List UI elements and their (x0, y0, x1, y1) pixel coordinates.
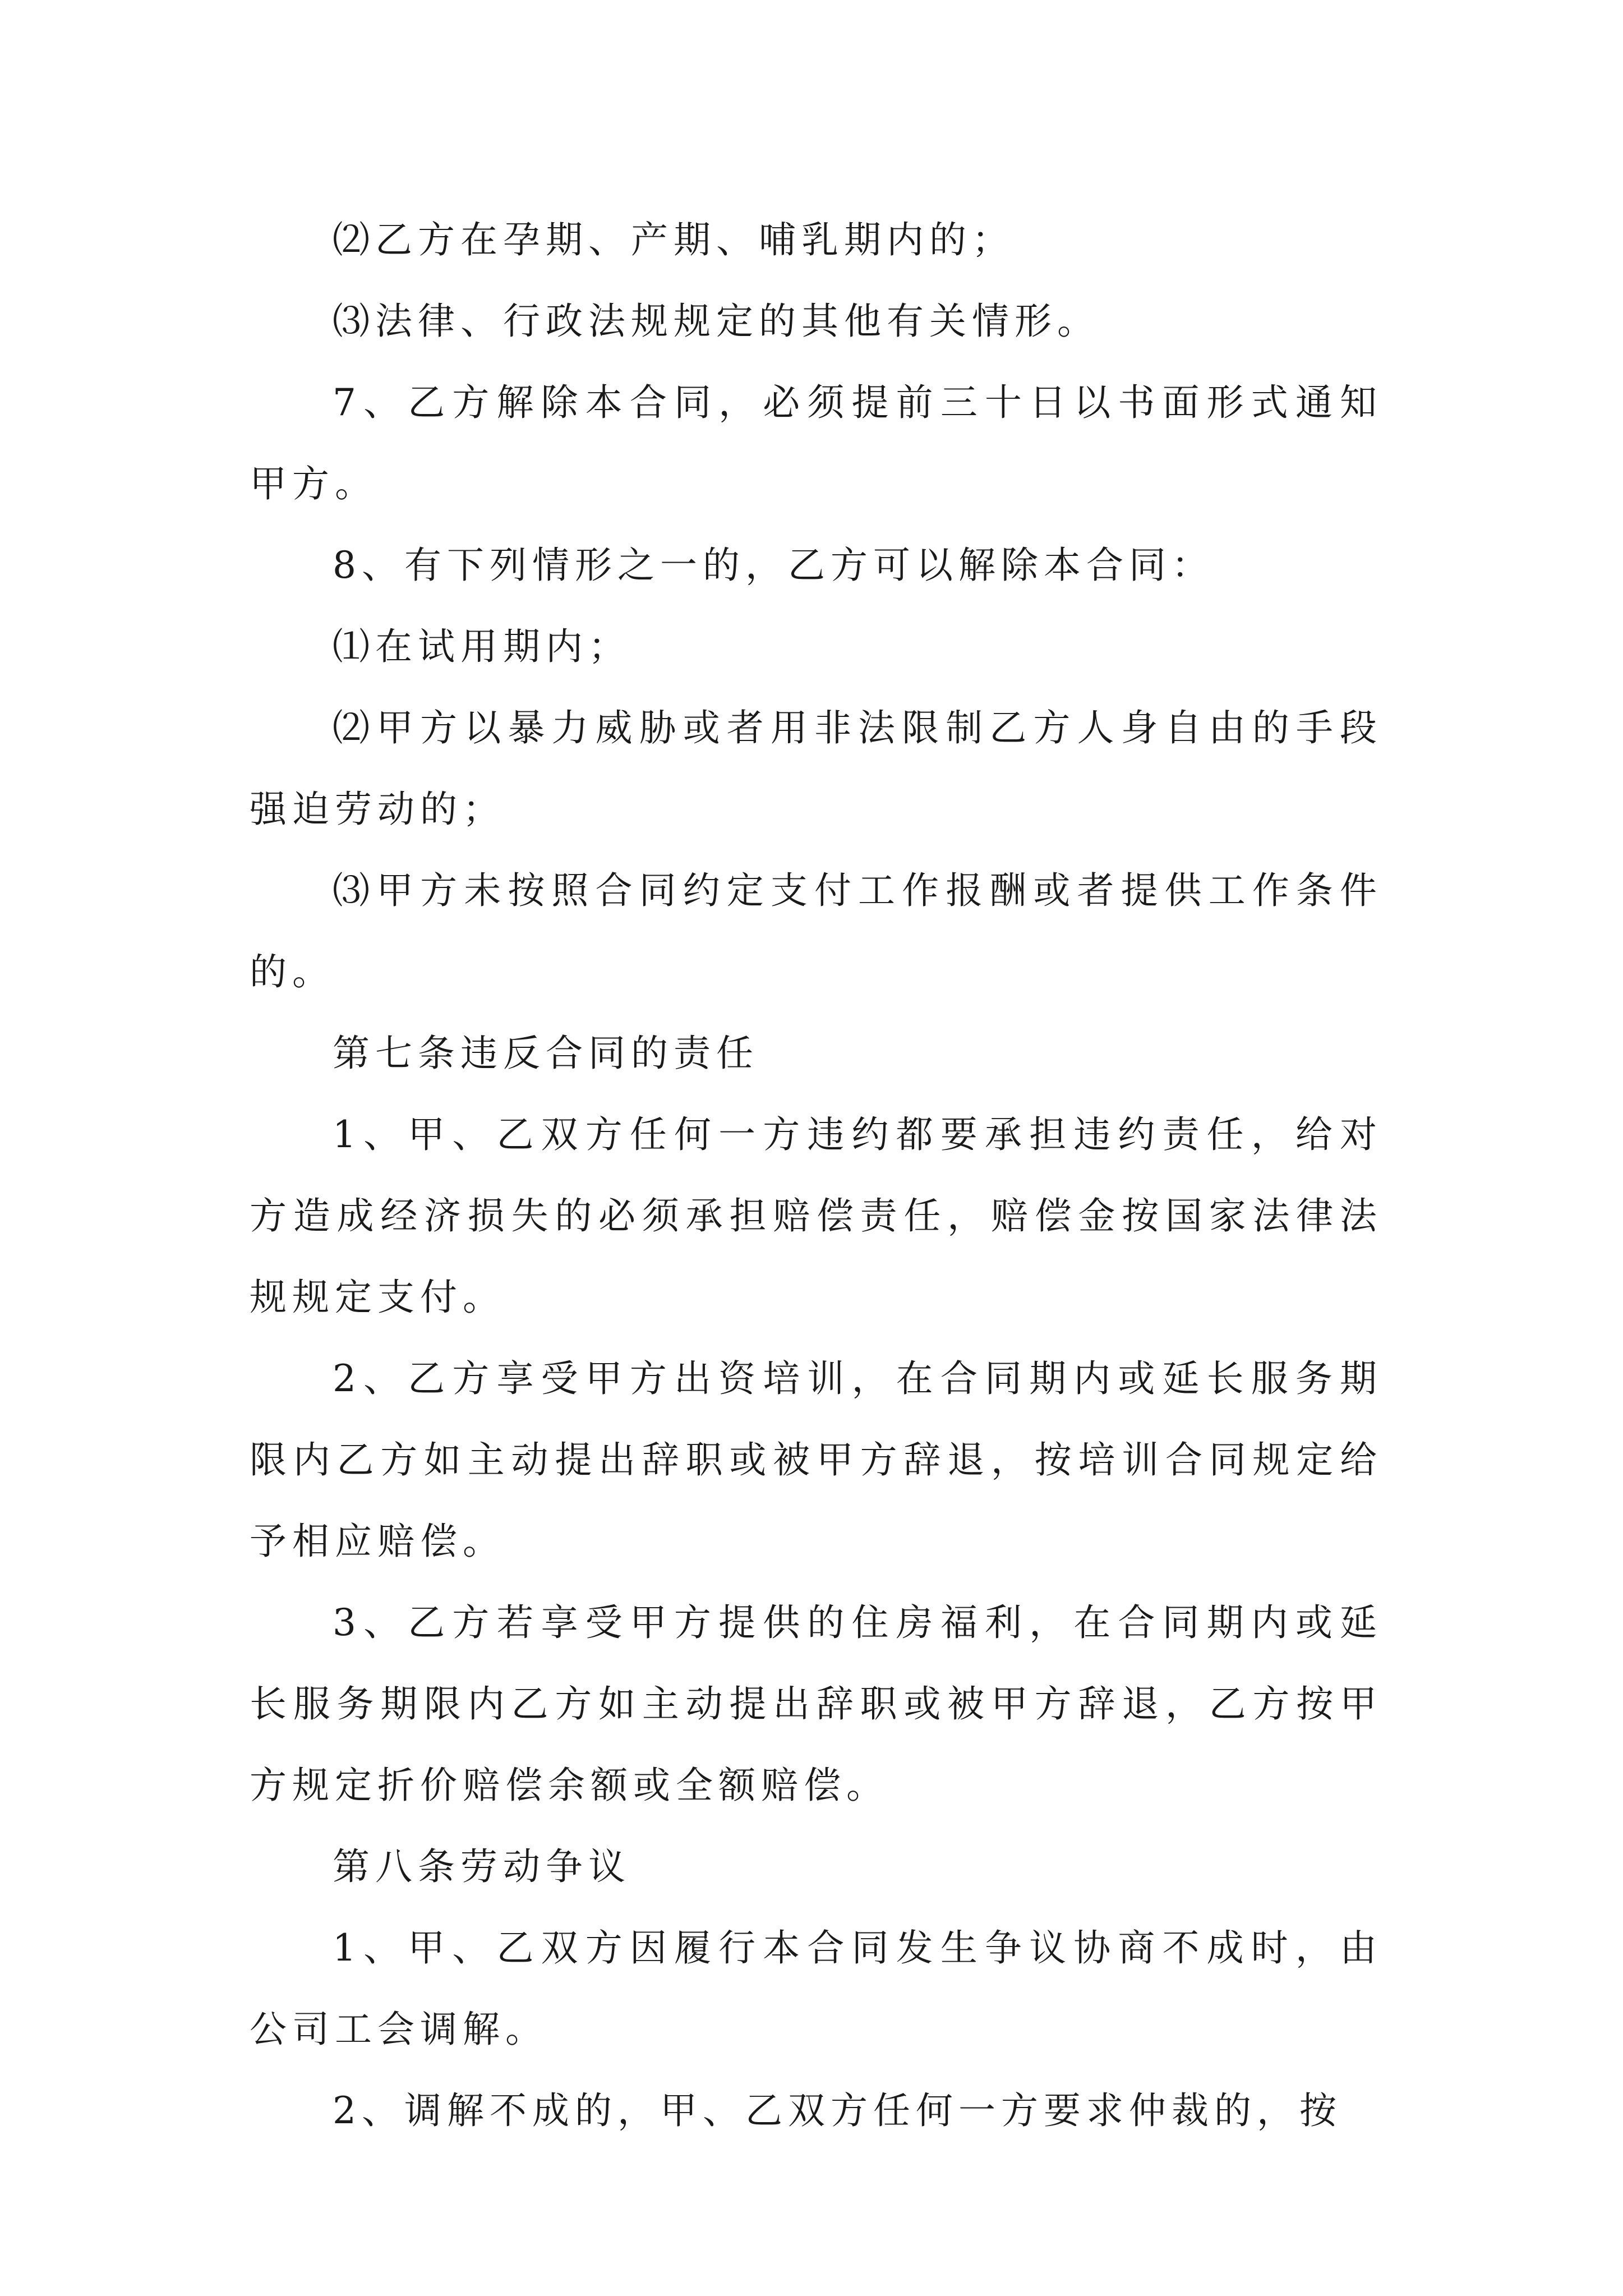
paragraph-article-7-item-1: 1、甲、乙双方任何一方违约都要承担违约责任，给对方造成经济损失的必须承担赔偿责任，赔偿金按国家法律法规规定支付。 (250, 1113, 1382, 1319)
section-heading-article-7: 第七条违反合同的责任 (333, 1032, 759, 1075)
paragraph-clause-8-item-2: ⑵甲方以暴力威胁或者用非法限制乙方人身自由的手段强迫劳动的； (250, 706, 1382, 831)
section-heading-article-8: 第八条劳动争议 (333, 1845, 631, 1888)
paragraph-article-8-item-2: 2、调解不成的，甲、乙双方任何一方要求仲裁的，按 (333, 2089, 1342, 2132)
paragraph-article-7-item-3: 3、乙方若享受甲方提供的住房福利，在合同期内或延长服务期限内乙方如主动提出辞职或被甲方辞退，乙方按甲方规定折价赔偿余额或全额赔偿。 (250, 1601, 1382, 1807)
paragraph-clause-8-item-1: ⑴在试用期内； (333, 625, 631, 668)
paragraph-article-8-item-1: 1、甲、乙双方因履行本合同发生争议协商不成时，由公司工会调解。 (250, 1926, 1382, 2051)
paragraph-clause-8: 8、有下列情形之一的，乙方可以解除本合同： (333, 544, 1214, 587)
paragraph-clause-7: 7、乙方解除本合同，必须提前三十日以书面形式通知甲方。 (250, 381, 1382, 505)
paragraph-clause-6-item-3: ⑶法律、行政法规规定的其他有关情形。 (333, 300, 1100, 343)
paragraph-article-7-item-2: 2、乙方享受甲方出资培训，在合同期内或延长服务期限内乙方如主动提出辞职或被甲方辞退，按培训合同规定给予相应赔偿。 (250, 1357, 1382, 1563)
paragraph-clause-6-item-2: ⑵乙方在孕期、产期、哺乳期内的； (333, 218, 1015, 261)
document-body (250, 199, 1382, 2151)
paragraph-clause-8-item-3: ⑶甲方未按照合同约定支付工作报酬或者提供工作条件的。 (250, 869, 1382, 993)
